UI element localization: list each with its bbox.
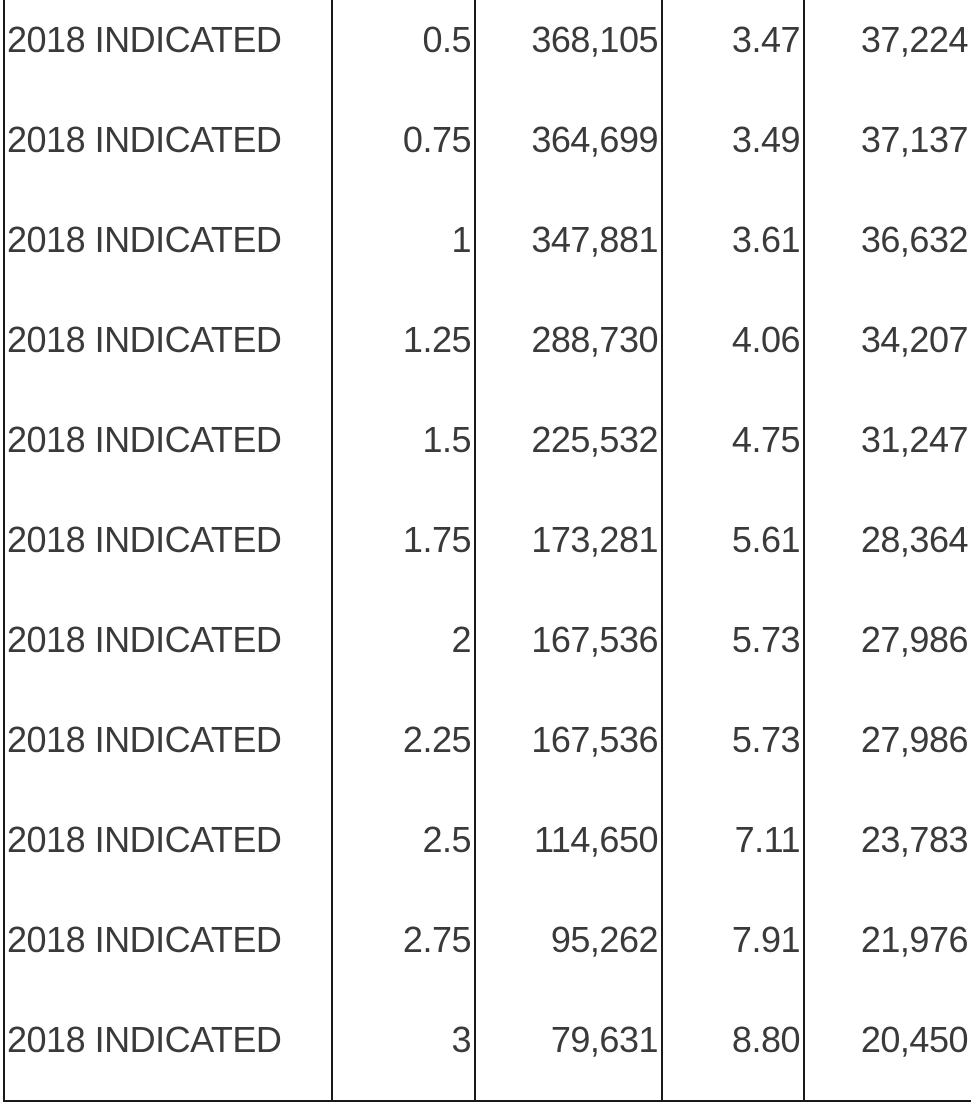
ratio-cell [662, 500, 804, 600]
ratio-value: 5.61 [731, 519, 800, 560]
count-value: 347,881 [531, 219, 658, 260]
ratio-value: 3.49 [731, 119, 800, 160]
table-row [5, 0, 971, 100]
rate-cell [332, 200, 475, 300]
count-value: 225,532 [531, 419, 658, 460]
ratio-cell [662, 800, 804, 900]
rate-value: 3 [451, 1019, 471, 1060]
count-cell [475, 0, 662, 100]
amount-cell [804, 700, 971, 800]
ratio-value: 5.73 [731, 719, 800, 760]
ratio-value: 3.61 [731, 219, 800, 260]
rate-cell [332, 900, 475, 1000]
data-table-frame [3, 0, 971, 1102]
row-label: 2018 INDICATED [7, 919, 282, 960]
ratio-cell [662, 300, 804, 400]
ratio-cell [662, 400, 804, 500]
count-value: 95,262 [550, 919, 658, 960]
row-label: 2018 INDICATED [7, 119, 282, 160]
amount-cell [804, 500, 971, 600]
rate-cell [332, 100, 475, 200]
row-label: 2018 INDICATED [7, 619, 282, 660]
amount-cell [804, 600, 971, 700]
amount-cell [804, 800, 971, 900]
table-row [5, 700, 971, 800]
rate-value: 1.5 [422, 419, 471, 460]
rate-value: 2.75 [402, 919, 471, 960]
ratio-value: 7.11 [734, 819, 800, 860]
amount-cell [804, 1000, 971, 1102]
ratio-value: 3.47 [731, 19, 800, 60]
ratio-value: 8.80 [731, 1019, 800, 1060]
table-row [5, 600, 971, 700]
rate-cell [332, 600, 475, 700]
amount-cell [804, 200, 971, 300]
ratio-value: 7.91 [731, 919, 800, 960]
rate-cell [332, 400, 475, 500]
rate-cell [332, 0, 475, 100]
ratio-value: 4.06 [731, 319, 800, 360]
row-label-cell [5, 200, 332, 300]
row-label: 2018 INDICATED [7, 219, 282, 260]
table-row [5, 200, 971, 300]
amount-value: 37,224 [860, 19, 968, 60]
count-cell [475, 1000, 662, 1102]
amount-value: 34,207 [860, 319, 968, 360]
count-cell [475, 400, 662, 500]
row-label-cell [5, 1000, 332, 1102]
table-row [5, 1000, 971, 1102]
table-body [5, 0, 971, 1102]
ratio-cell [662, 100, 804, 200]
row-label: 2018 INDICATED [7, 719, 282, 760]
row-label: 2018 INDICATED [7, 19, 282, 60]
rate-value: 2 [451, 619, 471, 660]
amount-cell [804, 300, 971, 400]
table-row [5, 300, 971, 400]
amount-cell [804, 400, 971, 500]
amount-cell [804, 0, 971, 100]
count-cell [475, 100, 662, 200]
table-row [5, 900, 971, 1000]
amount-value: 28,364 [860, 519, 968, 560]
rate-cell [332, 500, 475, 600]
rate-value: 2.5 [422, 819, 471, 860]
count-cell [475, 300, 662, 400]
count-value: 167,536 [531, 619, 658, 660]
amount-value: 36,632 [860, 219, 968, 260]
amount-cell [804, 100, 971, 200]
rate-value: 1.75 [402, 519, 471, 560]
ratio-cell [662, 1000, 804, 1102]
count-value: 364,699 [531, 119, 658, 160]
ratio-cell [662, 200, 804, 300]
row-label-cell [5, 900, 332, 1000]
count-cell [475, 700, 662, 800]
amount-value: 37,137 [860, 119, 968, 160]
row-label-cell [5, 100, 332, 200]
count-cell [475, 800, 662, 900]
amount-value: 27,986 [860, 719, 968, 760]
rate-cell [332, 1000, 475, 1102]
data-table [5, 0, 971, 1102]
row-label-cell [5, 800, 332, 900]
ratio-value: 4.75 [731, 419, 800, 460]
row-label-cell [5, 0, 332, 100]
amount-value: 27,986 [860, 619, 968, 660]
row-label-cell [5, 400, 332, 500]
rate-value: 0.5 [422, 19, 471, 60]
ratio-cell [662, 700, 804, 800]
rate-cell [332, 800, 475, 900]
row-label-cell [5, 300, 332, 400]
count-value: 368,105 [531, 19, 658, 60]
count-value: 288,730 [531, 319, 658, 360]
count-cell [475, 500, 662, 600]
table-row [5, 100, 971, 200]
row-label: 2018 INDICATED [7, 819, 282, 860]
rate-cell [332, 300, 475, 400]
ratio-value: 5.73 [731, 619, 800, 660]
table-row [5, 800, 971, 900]
count-value: 167,536 [531, 719, 658, 760]
row-label-cell [5, 700, 332, 800]
rate-value: 2.25 [402, 719, 471, 760]
table-row [5, 400, 971, 500]
amount-value: 20,450 [860, 1019, 968, 1060]
amount-value: 21,976 [860, 919, 968, 960]
ratio-cell [662, 900, 804, 1000]
amount-value: 23,783 [860, 819, 968, 860]
count-cell [475, 900, 662, 1000]
table-row [5, 500, 971, 600]
amount-cell [804, 900, 971, 1000]
count-cell [475, 600, 662, 700]
row-label: 2018 INDICATED [7, 519, 282, 560]
rate-value: 0.75 [402, 119, 471, 160]
rate-value: 1 [451, 219, 471, 260]
row-label-cell [5, 500, 332, 600]
count-value: 79,631 [550, 1019, 658, 1060]
rate-value: 1.25 [402, 319, 471, 360]
count-value: 173,281 [531, 519, 658, 560]
rate-cell [332, 700, 475, 800]
row-label-cell [5, 600, 332, 700]
row-label: 2018 INDICATED [7, 319, 282, 360]
ratio-cell [662, 0, 804, 100]
amount-value: 31,247 [860, 419, 968, 460]
row-label: 2018 INDICATED [7, 419, 282, 460]
count-cell [475, 200, 662, 300]
ratio-cell [662, 600, 804, 700]
count-value: 114,650 [534, 819, 658, 860]
row-label: 2018 INDICATED [7, 1019, 282, 1060]
